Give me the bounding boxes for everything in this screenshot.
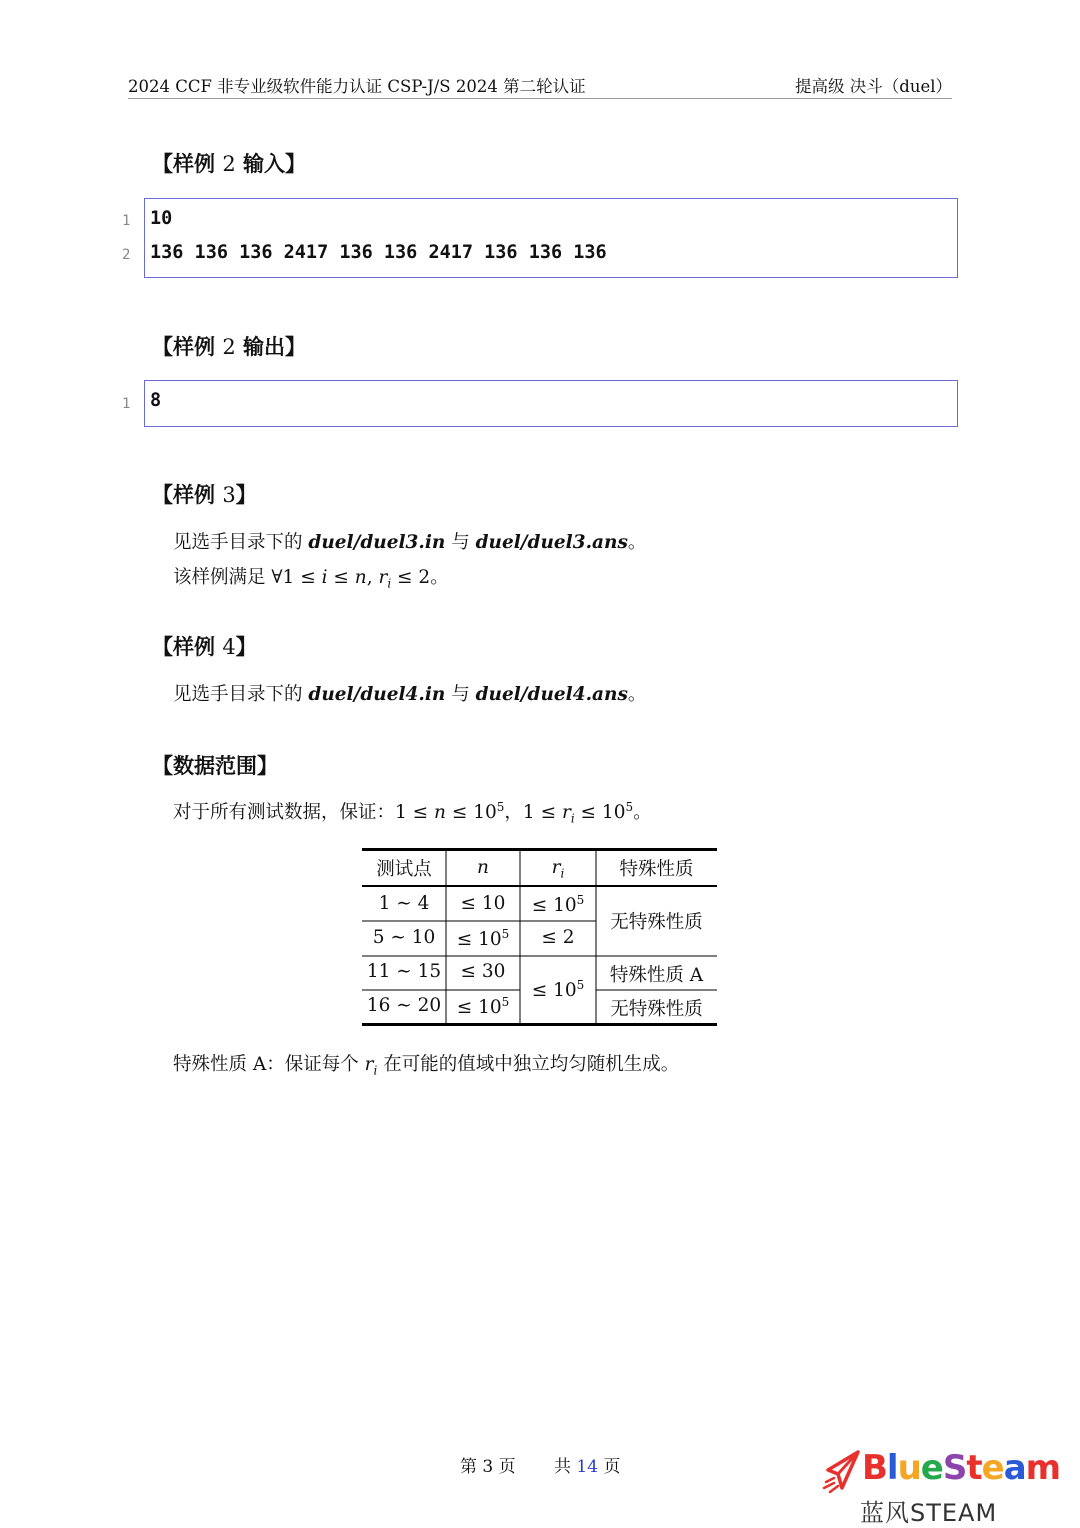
line-number: 2 (122, 247, 131, 263)
cell-r: ≤ $10^5$ (531, 978, 585, 1002)
cell-n: ≤ $10^5$ (456, 927, 510, 951)
sample4-title: 【样例 4】 (152, 635, 257, 659)
logo-letter: e (920, 1448, 943, 1488)
cell-tests: 1 ∼ 4 (378, 893, 430, 914)
header-tests: 测试点 (376, 859, 432, 880)
page-number: 第 3 页 (460, 1457, 516, 1477)
logo-letter: B (862, 1448, 887, 1488)
cell-n: ≤ $10^5$ (456, 995, 510, 1019)
cell-r: ≤ $10^5$ (531, 893, 585, 917)
sample4-files: 见选手目录下的 duel/duel4.in 与 duel/duel4.ans。 (173, 684, 647, 705)
cell-n: ≤ 10 (460, 893, 506, 914)
logo-letter: a (1003, 1448, 1026, 1488)
data-range-title: 【数据范围】 (152, 754, 278, 778)
logo-letter: u (897, 1448, 921, 1488)
header-n: n (477, 857, 489, 878)
sample2-input-title: 【样例 2 输入】 (152, 152, 306, 176)
header-left: 2024 CCF 非专业级软件能力认证 CSP-J/S 2024 第二轮认证 (128, 77, 586, 96)
file-in: duel/duel3.in (308, 532, 446, 553)
logo-letter: e (981, 1448, 1004, 1488)
line-number: 1 (122, 396, 131, 412)
logo-sub: 蓝风STEAM (860, 1499, 998, 1527)
sample3-title: 【样例 3】 (152, 483, 257, 507)
header-right: 提高级 决斗（duel） (795, 77, 952, 96)
cell-property: 无特殊性质 (610, 912, 703, 933)
logo-letter: m (1025, 1448, 1061, 1488)
logo-letter: l (886, 1448, 898, 1488)
code-line: 136 136 136 2417 136 136 2417 136 136 136 (150, 242, 607, 263)
bluesteam-logo (822, 1448, 1062, 1527)
cell-n: ≤ 30 (460, 961, 506, 982)
logo-brand (862, 1448, 1060, 1488)
property-note: 特殊性质 A：保证每个 $r_i$ 在可能的值域中独立均匀随机生成。 (173, 1054, 680, 1078)
file-in: duel/duel4.in (308, 684, 446, 705)
header-property: 特殊性质 (619, 859, 694, 880)
cell-tests: 11 ∼ 15 (366, 961, 442, 982)
cell-r: ≤ 2 (541, 927, 575, 948)
file-ans: duel/duel3.ans (475, 532, 628, 553)
code-line: 8 (150, 390, 162, 411)
header-r: $r_i$ (551, 857, 565, 881)
cell-property: 特殊性质 A (609, 965, 704, 986)
sample3-files: 见选手目录下的 duel/duel3.in 与 duel/duel3.ans。 (173, 532, 647, 553)
code-line: 10 (150, 208, 173, 229)
page-header (128, 70, 952, 99)
sample2-input-box (144, 198, 958, 278)
cell-tests: 5 ∼ 10 (372, 927, 436, 948)
logo-letter: S (942, 1448, 967, 1488)
sample2-output-box (144, 380, 958, 427)
page-total: 共 14 页 (554, 1457, 621, 1477)
logo-letter: t (966, 1448, 982, 1488)
data-range-text: 对于所有测试数据，保证：$1 \le n \le 10^5$，$1 \le r_i \le 10^5$。 (173, 799, 652, 826)
sample3-constraint: 该样例满足 ∀1 ≤ i ≤ n, $r_i \le 2$。 (173, 567, 449, 591)
sample2-output-title: 【样例 2 输出】 (152, 335, 306, 359)
constraints-table (362, 848, 717, 1026)
file-ans: duel/duel4.ans (475, 684, 628, 705)
line-number: 1 (122, 213, 131, 229)
cell-tests: 16 ∼ 20 (366, 995, 442, 1016)
cell-property: 无特殊性质 (610, 999, 703, 1020)
rocket-icon (822, 1450, 862, 1494)
